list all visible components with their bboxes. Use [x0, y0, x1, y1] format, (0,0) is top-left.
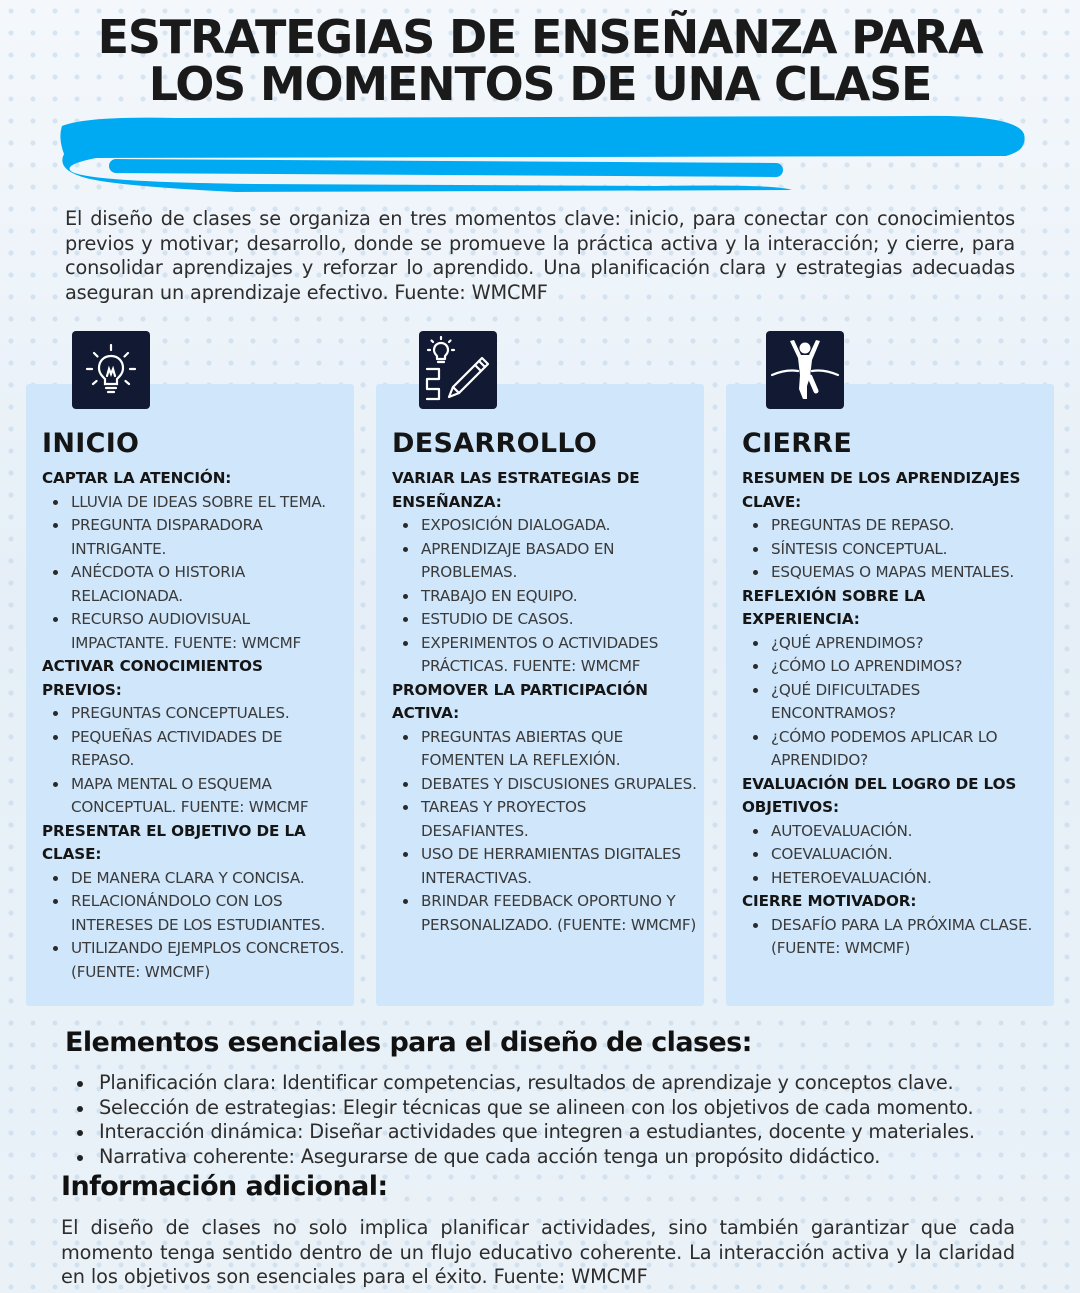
section-list [742, 514, 1047, 585]
section-heading: EVALUACIÓN DEL LOGRO DE LOS OBJETIVOS: [742, 774, 1017, 816]
title-line-2: LOS MOMENTOS DE UNA CLASE [148, 57, 932, 111]
list-item: ¿CÓMO LO APRENDIMOS? [742, 655, 1047, 679]
additional-info-paragraph: El diseño de clases no solo implica planificar actividades, sino también garantizar que cada momento tenga sentido dentro de un flujo educativo coherente. La interacción activa y la claridad en los objetivos son esenciales para el éxito. Fuente: WMCMF [61, 1216, 1015, 1289]
list-item: ANÉCDOTA O HISTORIA RELACIONADA. [42, 561, 347, 608]
card-desarrollo [376, 384, 704, 1006]
list-item: ¿QUÉ DIFICULTADES ENCONTRAMOS? [742, 679, 1047, 726]
card-body [742, 467, 1047, 961]
list-item: HETEROEVALUACIÓN. [742, 867, 1047, 891]
list-item: ¿CÓMO PODEMOS APLICAR LO APRENDIDO? [742, 726, 1047, 773]
list-item: TRABAJO EN EQUIPO. [392, 585, 697, 609]
section-list [742, 820, 1047, 891]
list-item: DEBATES Y DISCUSIONES GRUPALES. [392, 773, 697, 797]
section-heading: RESUMEN DE LOS APRENDIZAJES CLAVE: [742, 469, 1021, 511]
section-heading: PROMOVER LA PARTICIPACIÓN ACTIVA: [392, 680, 648, 722]
list-item: USO DE HERRAMIENTAS DIGITALES INTERACTIVAS. [392, 843, 697, 890]
card-title: INICIO [42, 428, 140, 459]
section-heading: REFLEXIÓN SOBRE LA EXPERIENCIA: [742, 586, 926, 628]
list-item: BRINDAR FEEDBACK OPORTUNO Y PERSONALIZADO. (FUENTE: WMCMF) [392, 890, 697, 937]
list-item: AUTOEVALUACIÓN. [742, 820, 1047, 844]
list-item: RELACIONÁNDOLO CON LOS INTERESES DE LOS ESTUDIANTES. [42, 890, 347, 937]
finish-line-runner-icon [766, 331, 844, 409]
redaction-scribble [56, 112, 1028, 192]
section-list [42, 491, 347, 656]
list-item: Selección de estrategias: Elegir técnicas que se alineen con los objetivos de cada momento. [75, 1096, 1035, 1121]
list-item: PREGUNTA DISPARADORA INTRIGANTE. [42, 514, 347, 561]
list-item: ESTUDIO DE CASOS. [392, 608, 697, 632]
section-list [392, 514, 697, 679]
card-body [392, 467, 697, 937]
section-list [42, 702, 347, 820]
card-inicio [26, 384, 354, 1006]
list-item: RECURSO AUDIOVISUAL IMPACTANTE. FUENTE: WMCMF [42, 608, 347, 655]
list-item: ESQUEMAS O MAPAS MENTALES. [742, 561, 1047, 585]
list-item: ¿QUÉ APRENDIMOS? [742, 632, 1047, 656]
card-body [42, 467, 347, 984]
section-list [742, 632, 1047, 773]
list-item: APRENDIZAJE BASADO EN PROBLEMAS. [392, 538, 697, 585]
card-title: CIERRE [742, 428, 853, 459]
section-list [742, 914, 1047, 961]
section-list [42, 867, 347, 985]
list-item: PREGUNTAS DE REPASO. [742, 514, 1047, 538]
list-item: DESAFÍO PARA LA PRÓXIMA CLASE. (FUENTE: WMCMF) [742, 914, 1047, 961]
list-item: LLUVIA DE IDEAS SOBRE EL TEMA. [42, 491, 347, 515]
section-heading: CIERRE MOTIVADOR: [742, 892, 917, 910]
list-item: COEVALUACIÓN. [742, 843, 1047, 867]
section-heading: PRESENTAR EL OBJETIVO DE LA CLASE: [42, 821, 306, 863]
list-item: EXPERIMENTOS O ACTIVIDADES PRÁCTICAS. FUENTE: WMCMF [392, 632, 697, 679]
list-item: MAPA MENTAL O ESQUEMA CONCEPTUAL. FUENTE: WMCMF [42, 773, 347, 820]
essentials-heading: Elementos esenciales para el diseño de clases: [65, 1027, 752, 1058]
list-item: EXPOSICIÓN DIALOGADA. [392, 514, 697, 538]
list-item: TAREAS Y PROYECTOS DESAFIANTES. [392, 796, 697, 843]
page-title [0, 10, 1080, 111]
section-heading: VARIAR LAS ESTRATEGIAS DE ENSEÑANZA: [392, 469, 640, 511]
essentials-list [75, 1071, 1035, 1169]
section-heading: CAPTAR LA ATENCIÓN: [42, 469, 232, 487]
card-title: DESARROLLO [392, 428, 598, 459]
lightbulb-icon [72, 331, 150, 409]
idea-pencil-icon [419, 331, 497, 409]
section-heading: ACTIVAR CONOCIMIENTOS PREVIOS: [42, 657, 263, 699]
additional-info-heading: Información adicional: [61, 1171, 388, 1202]
list-item: PREGUNTAS CONCEPTUALES. [42, 702, 347, 726]
list-item: DE MANERA CLARA Y CONCISA. [42, 867, 347, 891]
title-line-1: ESTRATEGIAS DE ENSEÑANZA PARA [97, 10, 983, 64]
list-item: PREGUNTAS ABIERTAS QUE FOMENTEN LA REFLEXIÓN. [392, 726, 697, 773]
list-item: Planificación clara: Identificar competencias, resultados de aprendizaje y conceptos clave. [75, 1071, 1035, 1096]
intro-paragraph: El diseño de clases se organiza en tres momentos clave: inicio, para conectar con conocimientos previos y motivar; desarrollo, donde se promueve la práctica activa y la interacción; y cierre, para consolidar aprendizajes y reforzar lo aprendido. Una planificación clara y estrategias adecuadas aseguran un aprendizaje efectivo. Fuente: WMCMF [65, 207, 1015, 304]
section-list [392, 726, 697, 938]
card-cierre [726, 384, 1054, 1006]
list-item: Interacción dinámica: Diseñar actividades que integren a estudiantes, docente y materiales. [75, 1120, 1035, 1145]
list-item: Narrativa coherente: Asegurarse de que cada acción tenga un propósito didáctico. [75, 1145, 1035, 1170]
list-item: PEQUEÑAS ACTIVIDADES DE REPASO. [42, 726, 347, 773]
list-item: UTILIZANDO EJEMPLOS CONCRETOS. (FUENTE: WMCMF) [42, 937, 347, 984]
list-item: SÍNTESIS CONCEPTUAL. [742, 538, 1047, 562]
